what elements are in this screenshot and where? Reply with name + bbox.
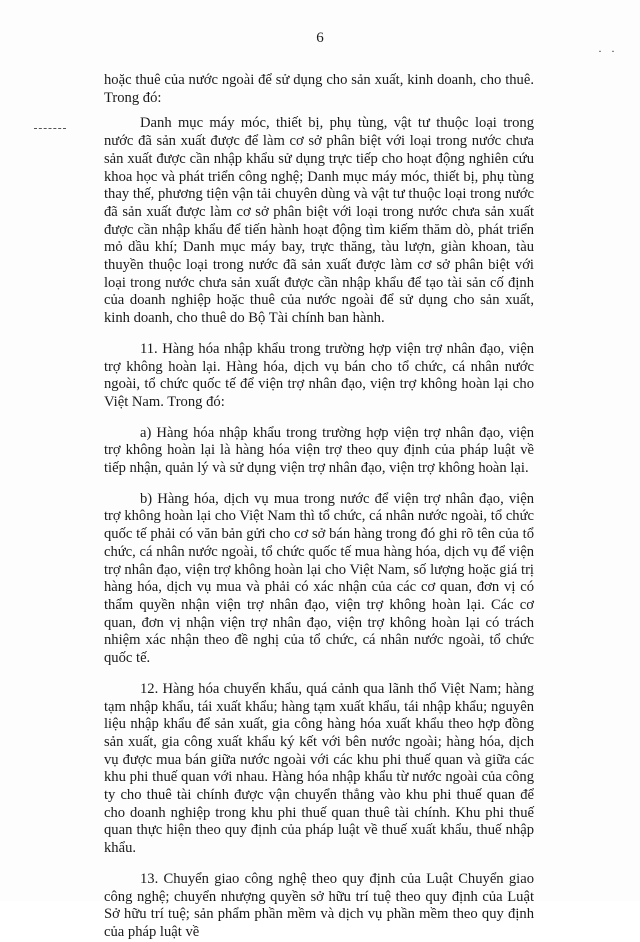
- paragraph-item-13: 13. Chuyển giao công nghệ theo quy định của Luật Chuyển giao công nghệ; chuyển nhượng quyền sở hữu trí tuệ theo quy định của Luật Sở hữu trí tuệ; sản phẩm phần mềm và dịch vụ phần mềm theo quy định của pháp luật về: [104, 870, 534, 940]
- paragraph-continuation: hoặc thuê của nước ngoài để sử dụng cho sản xuất, kinh doanh, cho thuê. Trong đó:: [104, 72, 534, 106]
- page-number: 6: [316, 30, 324, 46]
- document-body: [104, 72, 534, 942]
- paragraph-item-11: 11. Hàng hóa nhập khẩu trong trường hợp viện trợ nhân đạo, viện trợ không hoàn lại. Hàng hóa, dịch vụ bán cho tổ chức, cá nhân nước ngoài, tổ chức quốc tế để viện trợ nhân đạo, viện trợ không hoàn lại cho Việt Nam. Trong đó:: [104, 340, 534, 410]
- paragraph-item-12: 12. Hàng hóa chuyển khẩu, quá cảnh qua lãnh thổ Việt Nam; hàng tạm nhập khẩu, tái xuất khẩu; hàng tạm xuất khẩu, tái nhập khẩu; nguyên liệu nhập khẩu để sản xuất, gia công hàng hóa xuất khẩu theo hợp đồng sản xuất, gia công xuất khẩu ký kết với bên nước ngoài; hàng hóa, dịch vụ được mua bán giữa nước ngoài với các khu phi thuế quan và giữa các khu phi thuế quan với nhau. Hàng hóa nhập khẩu từ nước ngoài của công ty cho thuê tài chính được vận chuyển thẳng vào khu phi thuế quan để cho doanh nghiệp trong khu phi thuế quan thuê tài chính. Khu phi thuế quan thực hiện theo quy định của pháp luật về thuế xuất khẩu, thuế nhập khẩu.: [104, 680, 534, 857]
- scan-mark-right: · ·: [598, 44, 618, 58]
- paragraph-danh-muc: Danh mục máy móc, thiết bị, phụ tùng, vật tư thuộc loại trong nước đã sản xuất được để làm cơ sở phân biệt với loại trong nước chưa sản xuất được cần nhập khẩu sử dụng trực tiếp cho hoạt động nghiên cứu khoa học và phát triển công nghệ; Danh mục máy móc, thiết bị, phụ tùng thay thế, phương tiện vận tải chuyên dùng và vật tư thuộc loại trong nước đã sản xuất được làm cơ sở phân biệt với loại trong nước chưa sản xuất được cần nhập khẩu để tiến hành hoạt động tìm kiếm thăm dò, phát triển mỏ dầu khí; Danh mục máy bay, trực thăng, tàu lượn, giàn khoan, tàu thuyền thuộc loại trong nước đã sản xuất được làm cơ sở phân biệt với loại trong nước chưa sản xuất được cần nhập khẩu để tạo tài sản cố định của doanh nghiệp hoặc thuê của nước ngoài để sử dụng cho sản xuất, kinh doanh, cho thuê do Bộ Tài chính ban hành.: [104, 115, 534, 327]
- paragraph-item-11b: b) Hàng hóa, dịch vụ mua trong nước để viện trợ nhân đạo, viện trợ không hoàn lại cho Việt Nam thì tổ chức, cá nhân nước ngoài, tổ chức quốc tế phải có văn bản gửi cho cơ sở bán hàng trong đó ghi rõ tên của tổ chức, cá nhân nước ngoài, tổ chức quốc tế mua hàng hóa, dịch vụ để viện trợ nhân đạo, viện trợ không hoàn lại cho Việt Nam, số lượng hoặc giá trị hàng hóa, dịch vụ mua và phải có xác nhận của các cơ quan, đơn vị có thẩm quyền nhận viện trợ nhân đạo, viện trợ không hoàn lại. Các cơ quan, đơn vị nhận viện trợ nhân đạo, viện trợ không hoàn lại có trách nhiệm xác nhận theo đề nghị của tổ chức, cá nhân nước ngoài, tổ chức quốc tế.: [104, 490, 534, 667]
- paragraph-item-11a: a) Hàng hóa nhập khẩu trong trường hợp viện trợ nhân đạo, viện trợ không hoàn lại là hàng hóa viện trợ theo quy định của pháp luật về tiếp nhận, quản lý và sử dụng viện trợ nhân đạo, viện trợ không hoàn lại.: [104, 424, 534, 477]
- scan-mark-left: [34, 128, 66, 129]
